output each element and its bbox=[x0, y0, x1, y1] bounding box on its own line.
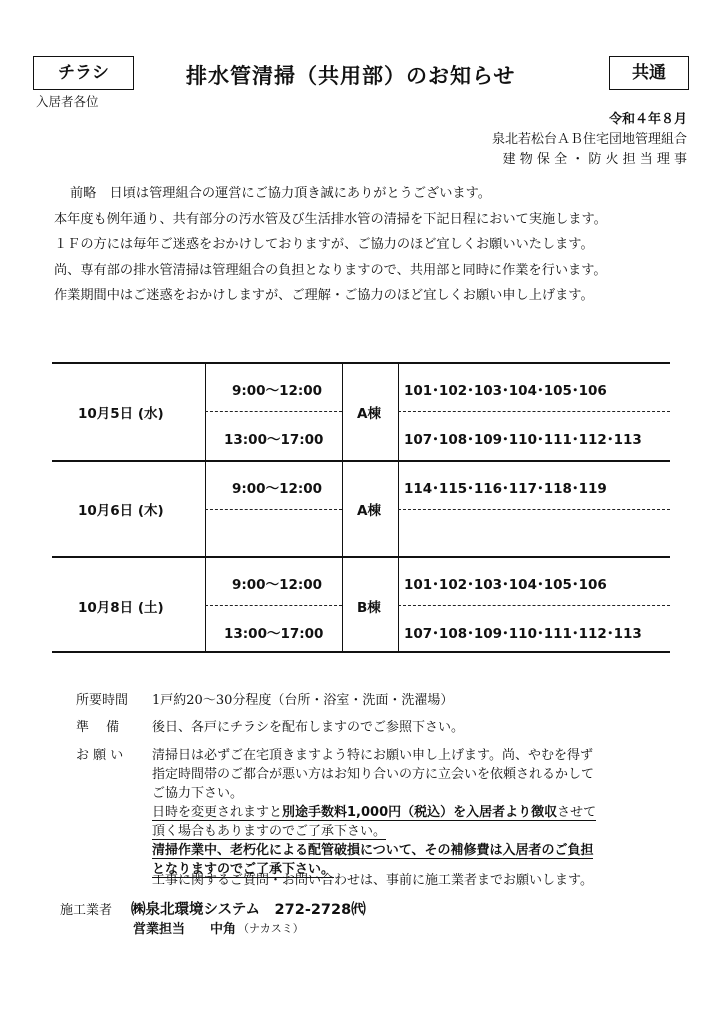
body-line-3: １Ｆの方には毎年ご迷惑をおかけしておりますが、ご協力のほど宜しくお願いいたします。 bbox=[54, 237, 594, 252]
contractor-rep-label: 営業担当 bbox=[133, 922, 186, 937]
dashed-divider bbox=[205, 509, 342, 510]
fee-notice-part-a: 日時を変更されますと bbox=[152, 805, 283, 820]
time-slot: 9:00〜12:00 bbox=[232, 481, 323, 497]
room-list: 107･108･109･110･111･112･113 bbox=[404, 626, 642, 642]
time-slot: 13:00〜17:00 bbox=[224, 432, 324, 448]
damage-notice-line-1 bbox=[152, 841, 593, 860]
request-line-1: 清掃日は必ずご在宅頂きますよう特にお願い申し上げます。尚、やむを得ず bbox=[152, 748, 593, 763]
prep-label: 準 備 bbox=[76, 720, 120, 735]
schedule-date: 10月8日 (土) bbox=[78, 600, 164, 616]
room-list: 114･115･116･117･118･119 bbox=[404, 481, 607, 497]
room-list: 101･102･103･104･105･106 bbox=[404, 577, 607, 593]
contractor-rep-name: 中角 bbox=[210, 922, 237, 937]
table-col-line-2 bbox=[342, 362, 343, 653]
request-line-3: ご協力下さい。 bbox=[152, 786, 244, 801]
table-divider-2 bbox=[52, 556, 670, 558]
building-label: A棟 bbox=[357, 503, 381, 519]
room-list: 107･108･109･110･111･112･113 bbox=[404, 432, 642, 448]
page-title: 排水管清掃（共用部）のお知らせ bbox=[186, 64, 516, 88]
duration-label: 所要時間 bbox=[76, 693, 129, 708]
recipient-label: 入居者各位 bbox=[36, 94, 99, 109]
body-line-2: 本年度も例年通り、共有部分の汚水管及び生活排水管の清掃を下記日程において実施します。 bbox=[54, 212, 607, 227]
officer-title: 建 物 保 全 ・ 防 火 担 当 理 事 bbox=[502, 152, 687, 167]
schedule-date: 10月5日 (水) bbox=[78, 406, 164, 422]
table-divider-1 bbox=[52, 460, 670, 462]
body-line-1: 前略 日頃は管理組合の運営にご協力頂き誠にありがとうございます。 bbox=[70, 186, 491, 201]
damage-notice-line-1-text: 清掃作業中、老朽化による配管破損について、その補修費は入居者のご負担 bbox=[152, 843, 594, 858]
fee-notice-line-2 bbox=[152, 822, 386, 841]
time-slot: 9:00〜12:00 bbox=[232, 577, 323, 593]
schedule-table bbox=[52, 362, 670, 653]
dashed-divider bbox=[205, 411, 342, 412]
dashed-divider bbox=[398, 411, 670, 412]
body-line-4: 尚、専有部の排水管清掃は管理組合の負担となりますので、共用部と同時に作業を行います。 bbox=[54, 263, 607, 278]
duration-text: 1戸約20〜30分程度（台所・浴室・洗面・洗濯場） bbox=[152, 693, 454, 708]
room-list: 101･102･103･104･105･106 bbox=[404, 383, 607, 399]
contractor-company: ㈱泉北環境システム 272-2728㈹ bbox=[131, 902, 366, 918]
association-name: 泉北若松台ＡＢ住宅団地管理組合 bbox=[491, 132, 687, 147]
table-border-bottom bbox=[52, 651, 670, 653]
flyer-badge: チラシ bbox=[33, 56, 134, 90]
inquiry-text: 工事に関するご質問・お問い合わせは、事前に施工業者までお願いします。 bbox=[152, 873, 593, 888]
dashed-divider bbox=[205, 605, 342, 606]
fee-notice-line-1 bbox=[152, 803, 596, 822]
schedule-date: 10月6日 (木) bbox=[78, 503, 164, 519]
fee-notice-part-b: 別途手数料1,000円（税込）を入居者より徴収 bbox=[282, 805, 558, 820]
contractor-rep-kana: （ナカスミ） bbox=[238, 922, 304, 935]
request-label: お 願 い bbox=[76, 748, 124, 763]
table-col-line-3 bbox=[398, 362, 399, 653]
body-line-5: 作業期間中はご迷惑をおかけしますが、ご理解・ご協力のほど宜しくお願い申し上げます。 bbox=[54, 288, 594, 303]
table-border-top bbox=[52, 362, 670, 364]
fee-notice-line-2-text: 頂く場合もありますのでご了承下さい。 bbox=[152, 824, 387, 839]
time-slot: 9:00〜12:00 bbox=[232, 383, 323, 399]
dashed-divider bbox=[398, 509, 670, 510]
common-badge: 共通 bbox=[609, 56, 689, 90]
prep-text: 後日、各戸にチラシを配布しますのでご参照下さい。 bbox=[152, 720, 465, 735]
table-col-line-1 bbox=[205, 362, 206, 653]
fee-notice-part-c: させて bbox=[557, 805, 597, 820]
dashed-divider bbox=[398, 605, 670, 606]
contractor-label: 施工業者 bbox=[60, 903, 113, 918]
damage-notice-line-2-text: となりますのでご了承下さい。 bbox=[152, 862, 335, 877]
issue-date: 令和４年８月 bbox=[608, 112, 687, 127]
request-line-2: 指定時間帯のご都合が悪い方はお知り合いの方に立会いを依頼されるかして bbox=[152, 767, 595, 782]
building-label: A棟 bbox=[357, 406, 381, 422]
building-label: B棟 bbox=[357, 600, 381, 616]
time-slot: 13:00〜17:00 bbox=[224, 626, 324, 642]
